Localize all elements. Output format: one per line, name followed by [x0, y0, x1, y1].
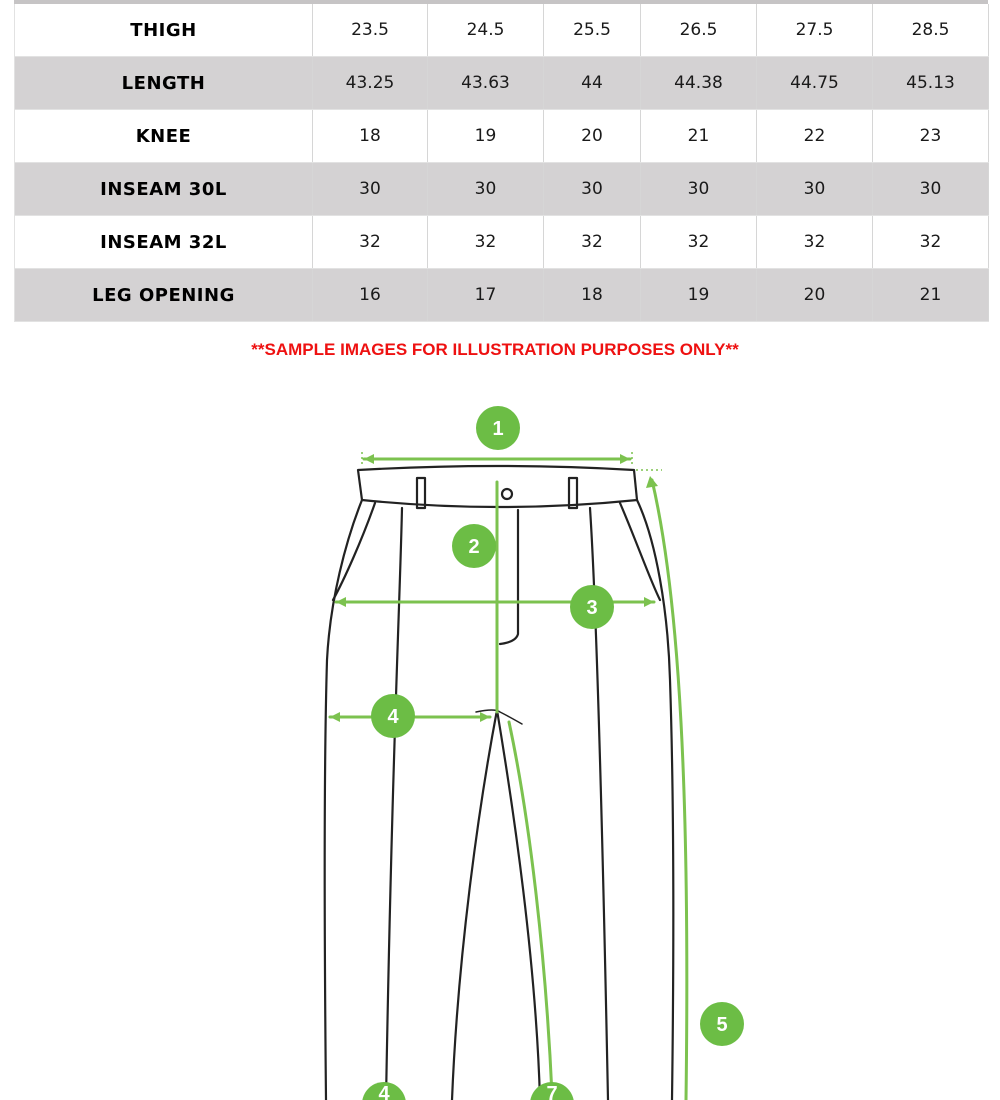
- table-cell: 44.38: [641, 57, 757, 110]
- table-cell: 27.5: [757, 4, 873, 57]
- row-label: INSEAM 32L: [15, 216, 313, 269]
- marker-4-lower: [362, 1082, 406, 1100]
- guide-arrowheads: [330, 454, 658, 722]
- pants-outline: [325, 466, 674, 1100]
- table-cell: 45.13: [873, 57, 989, 110]
- table-cell: 17: [428, 269, 544, 322]
- table-cell: 32: [544, 216, 641, 269]
- table-cell: 21: [873, 269, 989, 322]
- table-row-length: [15, 57, 989, 110]
- table-row-leg-opening: [15, 269, 989, 322]
- table-cell: 32: [873, 216, 989, 269]
- table-row-thigh: [15, 4, 989, 57]
- table-cell: 30: [428, 163, 544, 216]
- table-cell: 32: [313, 216, 428, 269]
- marker-number: 3: [586, 597, 598, 619]
- table-cell: 32: [757, 216, 873, 269]
- table-cell: 30: [641, 163, 757, 216]
- table-cell: 30: [313, 163, 428, 216]
- marker-number: 2: [468, 536, 480, 558]
- table-cell: 32: [641, 216, 757, 269]
- table-cell: 19: [428, 110, 544, 163]
- marker-number: 4: [387, 706, 399, 728]
- table-cell: 18: [544, 269, 641, 322]
- table-cell: 43.25: [313, 57, 428, 110]
- size-chart-table: [14, 4, 989, 322]
- table-cell: 28.5: [873, 4, 989, 57]
- table-cell: 23: [873, 110, 989, 163]
- table-cell: 30: [544, 163, 641, 216]
- table-cell: 32: [428, 216, 544, 269]
- marker-5: [700, 1002, 744, 1046]
- table-cell: 30: [873, 163, 989, 216]
- row-label: INSEAM 30L: [15, 163, 313, 216]
- table-cell: 43.63: [428, 57, 544, 110]
- table-cell: 22: [757, 110, 873, 163]
- marker-number: 7: [546, 1083, 558, 1100]
- marker-2: [452, 524, 496, 568]
- table-cell: 20: [757, 269, 873, 322]
- table-cell: 21: [641, 110, 757, 163]
- table-cell: 25.5: [544, 4, 641, 57]
- table-cell: 44: [544, 57, 641, 110]
- marker-number: 4: [378, 1083, 390, 1100]
- row-label: KNEE: [15, 110, 313, 163]
- marker-4: [371, 694, 415, 738]
- row-label: LENGTH: [15, 57, 313, 110]
- marker-7: [530, 1082, 574, 1100]
- marker-number: 5: [716, 1014, 728, 1036]
- table-cell: 20: [544, 110, 641, 163]
- table-cell: 44.75: [757, 57, 873, 110]
- table-cell: 16: [313, 269, 428, 322]
- table-cell: 26.5: [641, 4, 757, 57]
- table-cell: 23.5: [313, 4, 428, 57]
- table-row-inseam-32l: [15, 216, 989, 269]
- table-cell: 30: [757, 163, 873, 216]
- row-label: THIGH: [15, 4, 313, 57]
- marker-number: 1: [492, 418, 504, 440]
- disclaimer-text: **SAMPLE IMAGES FOR ILLUSTRATION PURPOSES ONLY**: [251, 340, 739, 359]
- pants-measurement-diagram: [0, 380, 1000, 1100]
- table-row-knee: [15, 110, 989, 163]
- marker-3: [570, 585, 614, 629]
- row-label: LEG OPENING: [15, 269, 313, 322]
- table-row-inseam-30l: [15, 163, 989, 216]
- table-cell: 19: [641, 269, 757, 322]
- table-cell: 18: [313, 110, 428, 163]
- table-cell: 24.5: [428, 4, 544, 57]
- marker-1: [476, 406, 520, 450]
